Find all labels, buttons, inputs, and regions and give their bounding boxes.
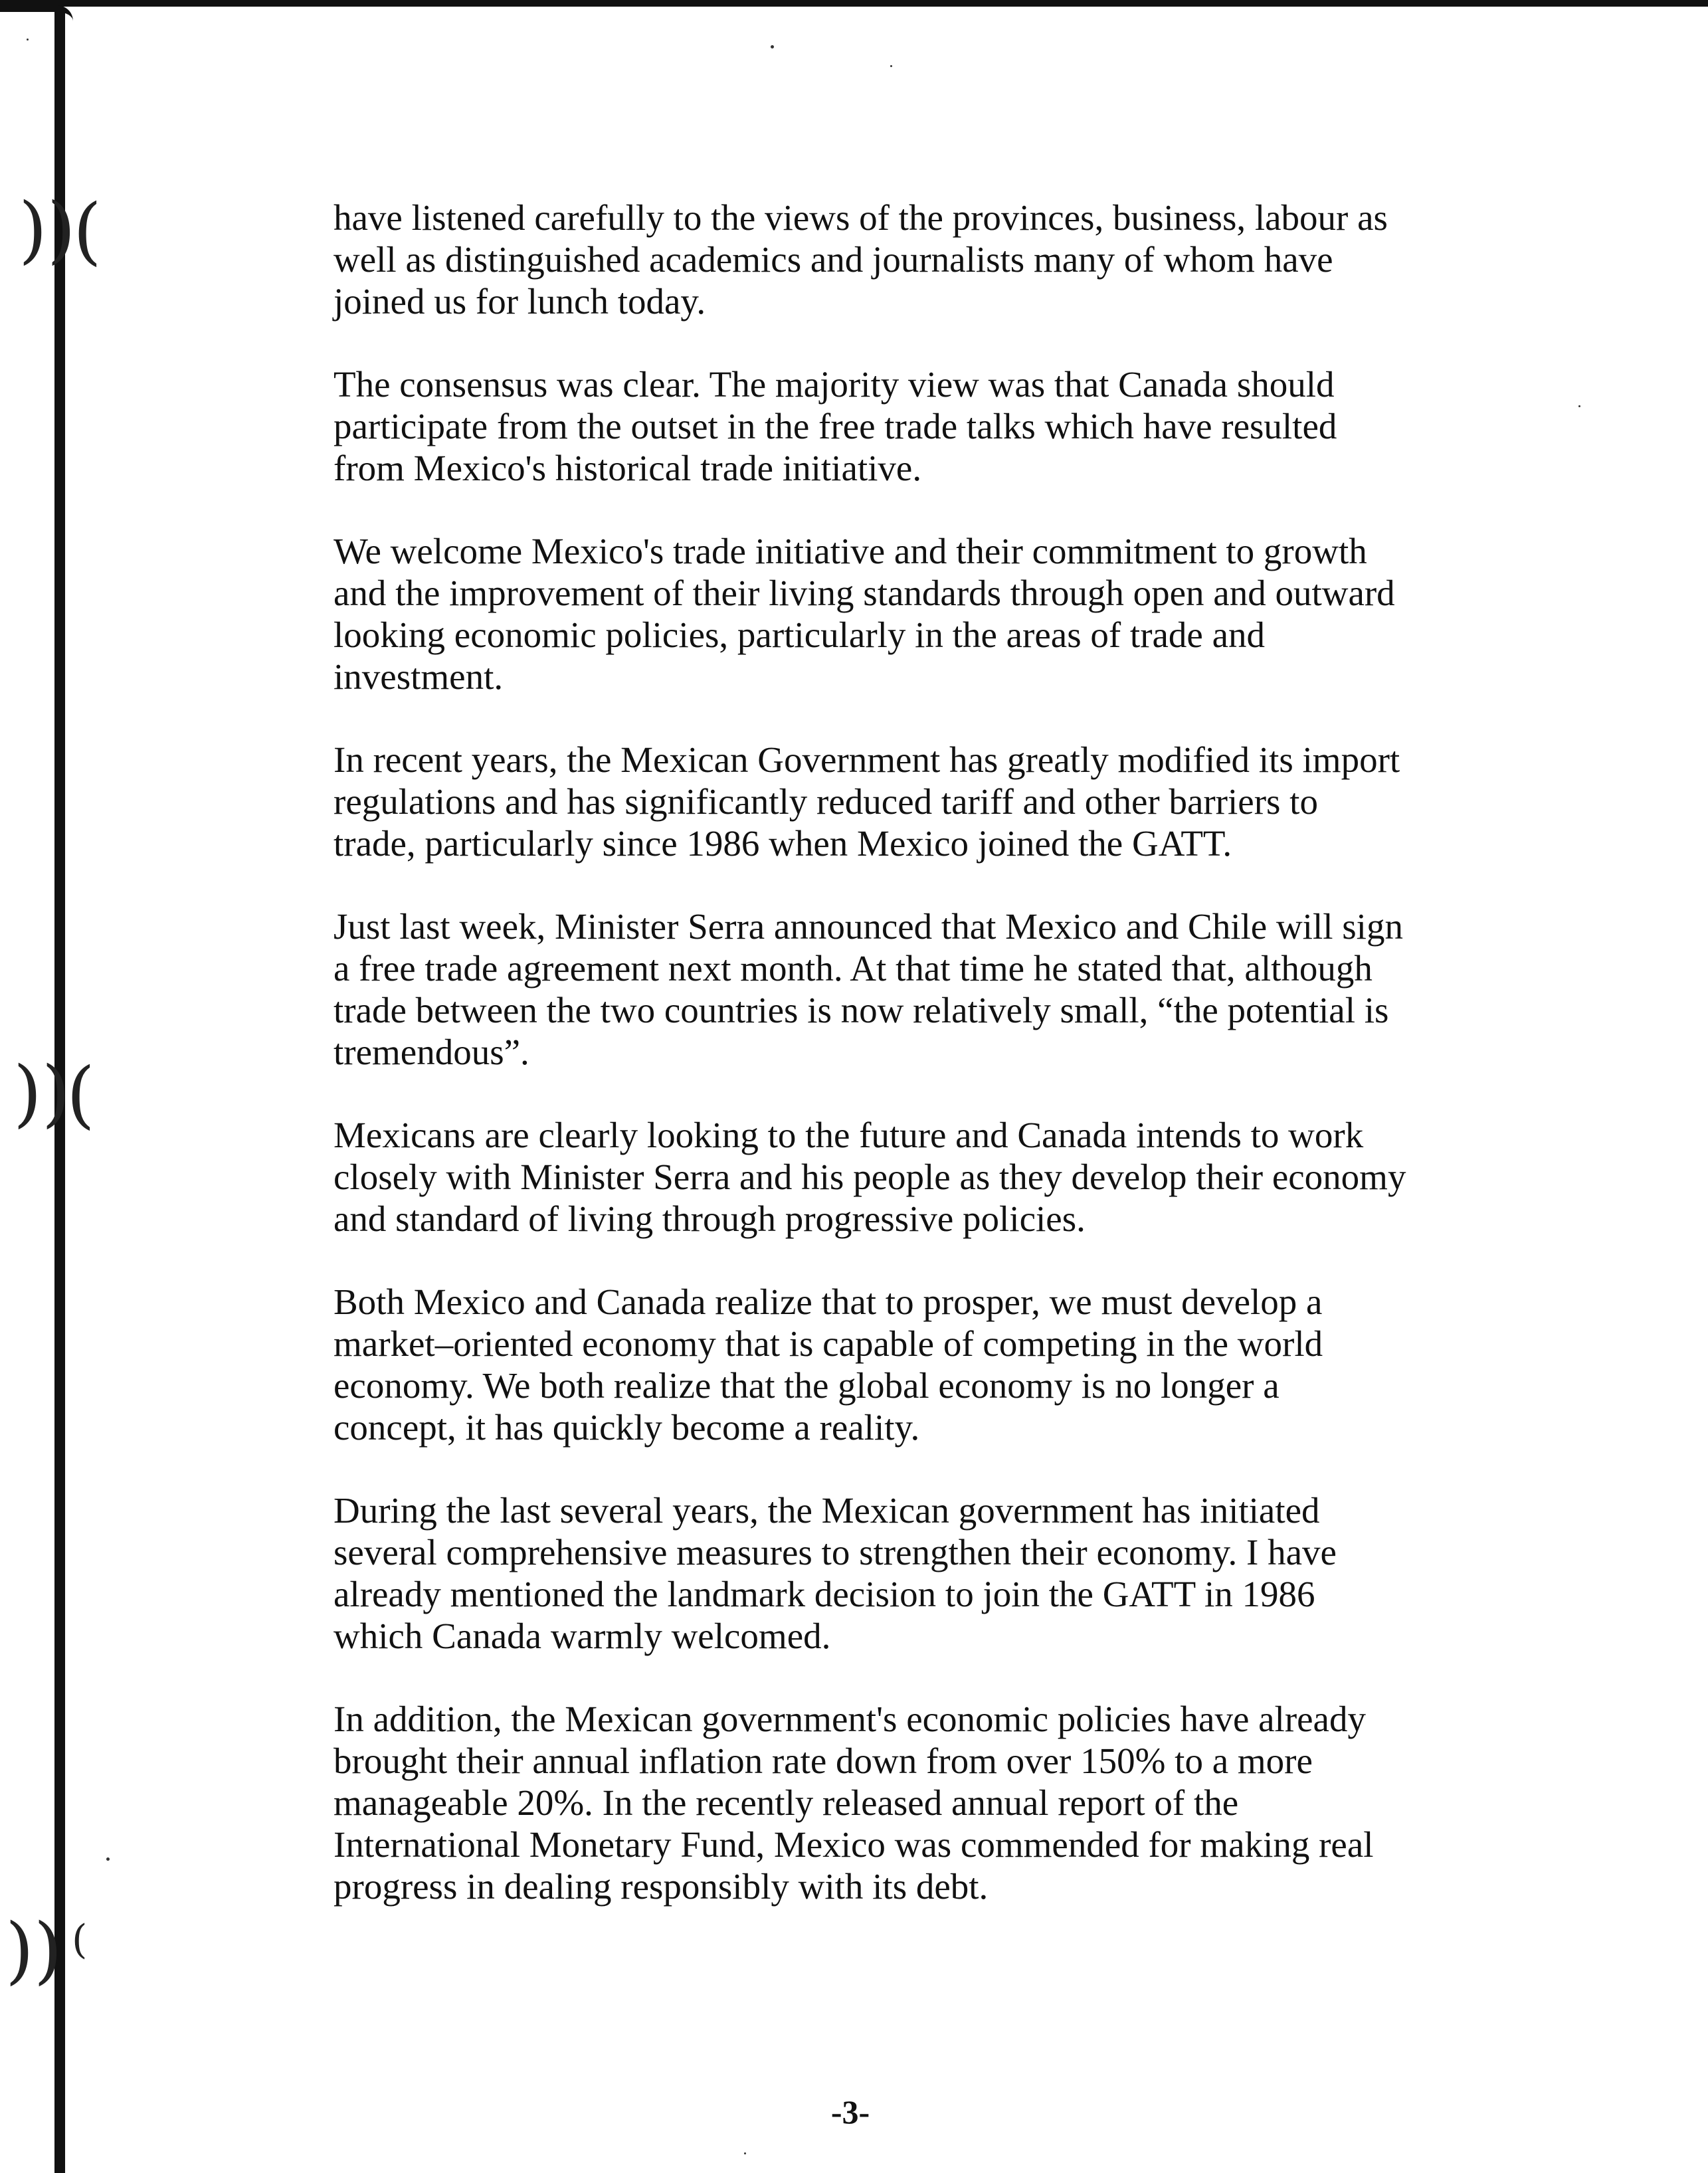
binding-mark-3: )) xyxy=(5,1907,62,1992)
binding-mark-1: )) xyxy=(19,187,76,272)
scan-speck xyxy=(771,45,774,48)
binding-mark-2b: ( xyxy=(66,1052,95,1137)
paragraph: Mexicans are clearly looking to the future and Canada intends to work closely with Minister Serra and his people as they develop their economy and standard of living through progressive policies. xyxy=(333,1115,1406,1239)
body-text xyxy=(333,197,1596,1948)
scan-speck xyxy=(106,1857,110,1861)
paragraph: In recent years, the Mexican Government has greatly modified its import regulations and has significantly reduced tariff and other barriers to trade, particularly since 1986 when Mexico joined the GATT. xyxy=(333,739,1400,864)
scan-speck xyxy=(27,39,29,41)
paragraph: have listened carefully to the views of the provinces, business, labour as well as distinguished academics and journalists many of whom have joined us for lunch today. xyxy=(333,197,1388,322)
scan-speck xyxy=(890,65,892,67)
binding-mark-1b: ( xyxy=(73,188,102,273)
binding-mark-2: )) xyxy=(13,1050,70,1135)
paragraph: During the last several years, the Mexican government has initiated several comprehensive measures to strengthen their economy. I have already mentioned the landmark decision to join the GATT in 1986 which Canada warmly welcomed. xyxy=(333,1490,1337,1656)
paragraph: The consensus was clear. The majority view was that Canada should participate from the outset in the free trade talks which have resulted from Mexico's historical trade initiative. xyxy=(333,364,1337,488)
paragraph: Both Mexico and Canada realize that to prosper, we must develop a market–oriented economy that is capable of competing in the world economy. We both realize that the global economy is no longer a concept, it has quickly become a reality. xyxy=(333,1281,1323,1448)
binding-mark-3b: ( xyxy=(72,1917,88,1963)
paragraph: In addition, the Mexican government's economic policies have already brought their annual inflation rate down from over 150% to a more manageable 20%. In the recently released annual report of the International Monetary Fund, Mexico was commended for making real progress in dealing responsibly with its debt. xyxy=(333,1699,1374,1907)
scan-top-edge xyxy=(0,0,1708,7)
paragraph: Just last week, Minister Serra announced that Mexico and Chile will sign a free trade agreement next month. At that time he stated that, although trade between the two countries is now relatively small, “the potential is tremendous”. xyxy=(333,906,1403,1072)
paragraph: We welcome Mexico's trade initiative and their commitment to growth and the improvement of their living standards through open and outward looking economic policies, particularly in the areas of trade and investment. xyxy=(333,531,1395,697)
page-number: -3- xyxy=(830,2093,870,2130)
scan-speck xyxy=(744,2152,746,2154)
